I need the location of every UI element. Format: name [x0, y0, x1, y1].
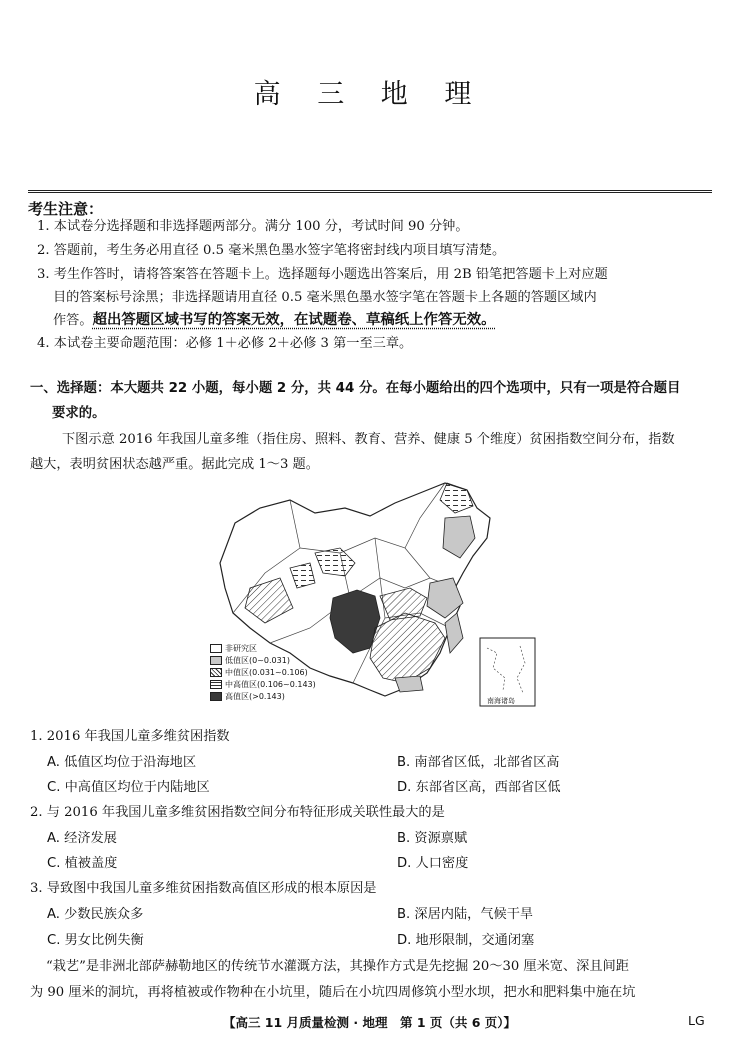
legend-item-high [210, 691, 285, 702]
legend-swatch [210, 656, 222, 665]
notice-item-3-tail: 作答。 [53, 313, 93, 328]
low-region-south [395, 676, 423, 692]
legend-swatch [210, 680, 222, 689]
notice-item-3-cont: 目的答案标号涂黑；非选择题请用直径 0.5 毫米黑色墨水签字笔在答题卡上各题的答题区域内 [53, 290, 597, 305]
section-heading-cont: 要求的。 [52, 406, 106, 421]
q1-option-a[interactable]: A. 低值区均位于沿海地区 [47, 755, 197, 770]
legend-label: 高值区(>0.143) [225, 692, 285, 701]
passage-line-1: “栽艺”是非洲北部萨赫勒地区的传统节水灌溉方法，其操作方式是先挖掘 20～30 厘米宽、深且间距 [46, 959, 629, 974]
legend-swatch [210, 692, 222, 701]
legend-swatch [210, 644, 222, 653]
intro-line-1: 下图示意 2016 年我国儿童多维（指住房、照料、教育、营养、健康 5 个维度）贫困指数空间分布，指数 [62, 432, 675, 447]
notice-heading: 考生注意： [28, 200, 104, 218]
legend-swatch [210, 668, 222, 677]
q3-option-d[interactable]: D. 地形限制，交通闭塞 [397, 933, 535, 948]
intro-line-2: 越大，表明贫困状态越严重。据此完成 1～3 题。 [30, 457, 319, 472]
q2-option-a[interactable]: A. 经济发展 [47, 831, 117, 846]
q1-option-d[interactable]: D. 东部省区高，西部省区低 [397, 780, 561, 795]
notice-item-1: 1. 本试卷分选择题和非选择题两部分。满分 100 分，考试时间 90 分钟。 [37, 219, 469, 234]
notice-item-4: 4. 本试卷主要命题范围：必修 1＋必修 2＋必修 3 第一至三章。 [37, 336, 413, 351]
question-3-stem: 3. 导致图中我国儿童多维贫困指数高值区形成的根本原因是 [30, 881, 377, 896]
header-rule [28, 190, 712, 197]
notice-emphasis: 超出答题区域书写的答案无效，在试题卷、草稿纸上作答无效。 [92, 312, 496, 328]
page-title: 高 三 地 理 [253, 79, 486, 110]
q1-option-c[interactable]: C. 中高值区均位于内陆地区 [47, 780, 210, 795]
legend-item-medium-high [210, 679, 316, 690]
notice-item-2: 2. 答题前，考生务必用直径 0.5 毫米黑色墨水签字笔将密封线内项目填写清楚。 [37, 243, 506, 258]
page-footer: 【高三 11 月质量检测 · 地理 第 1 页（共 6 页）】 [222, 1015, 517, 1030]
legend-label: 低值区(0~0.031) [225, 656, 290, 665]
legend-label: 中高值区(0.106~0.143) [225, 680, 316, 689]
legend-label: 非研究区 [225, 644, 257, 653]
footer-code: LG [688, 1013, 705, 1028]
china-poverty-map [205, 478, 541, 710]
q3-option-b[interactable]: B. 深居内陆，气候干旱 [397, 907, 534, 922]
legend-label: 中值区(0.031~0.106) [225, 668, 308, 677]
q2-option-c[interactable]: C. 植被盖度 [47, 856, 118, 871]
q1-option-b[interactable]: B. 南部省区低，北部省区高 [397, 755, 560, 770]
question-2-stem: 2. 与 2016 年我国儿童多维贫困指数空间分布特征形成关联性最大的是 [30, 805, 445, 820]
legend-item-medium [210, 667, 308, 678]
legend-item-none [210, 643, 257, 654]
notice-item-3: 3. 考生作答时，请将答案答在答题卡上。选择题每小题选出答案后，用 2B 铅笔把答题卡上对应题 [37, 267, 608, 282]
section-heading: 一、选择题：本大题共 22 小题，每小题 2 分，共 44 分。在每小题给出的四个选项中，只有一项是符合题目 [30, 381, 681, 396]
notice-item-3-end [53, 308, 496, 333]
passage-line-2: 为 90 厘米的洞坑，再将植被或作物种在小坑里，随后在小坑四周修筑小型水坝，把水和肥料集中施在坑 [30, 985, 636, 1000]
q3-option-a[interactable]: A. 少数民族众多 [47, 907, 144, 922]
q2-option-b[interactable]: B. 资源禀赋 [397, 831, 468, 846]
q3-option-c[interactable]: C. 男女比例失衡 [47, 933, 144, 948]
inset-label: 南海诸岛 [487, 697, 515, 705]
legend-item-low [210, 655, 290, 666]
q2-option-d[interactable]: D. 人口密度 [397, 856, 469, 871]
question-1-stem: 1. 2016 年我国儿童多维贫困指数 [30, 729, 230, 744]
